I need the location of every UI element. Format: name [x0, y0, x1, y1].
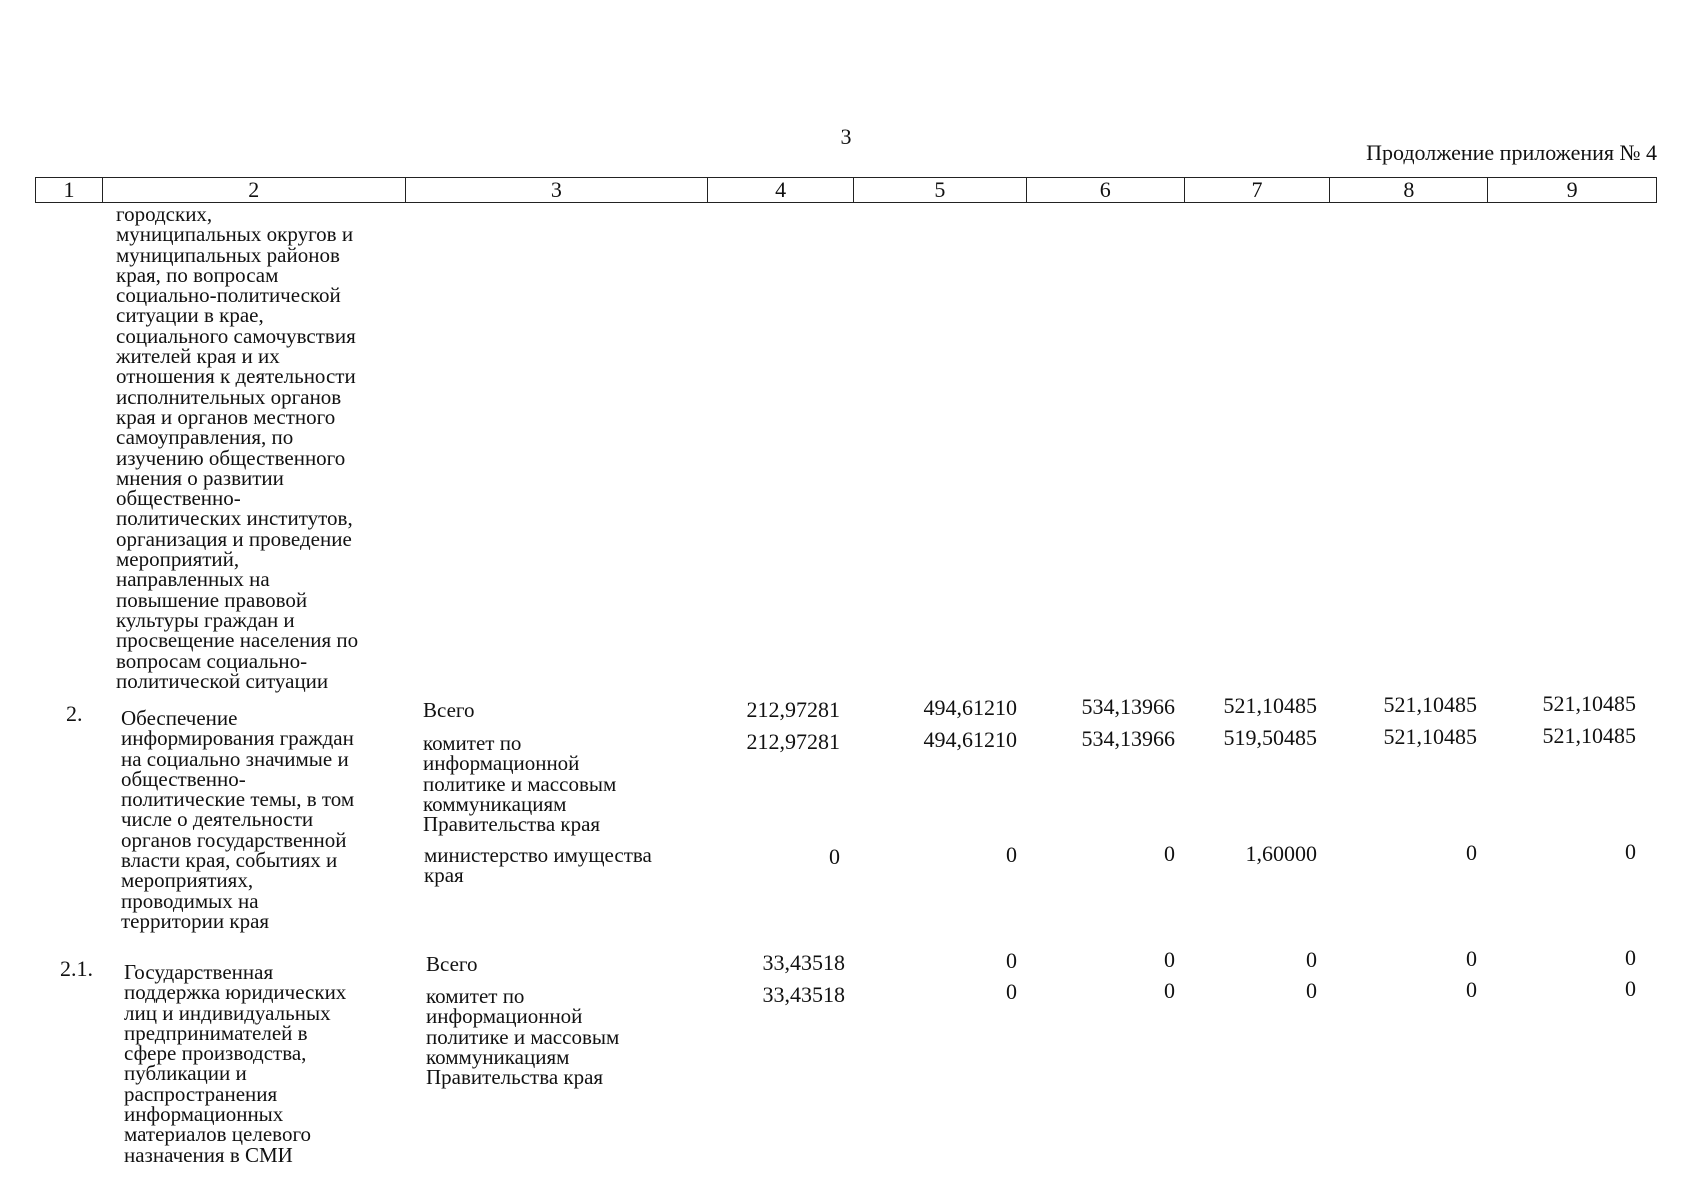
- value-cell: 521,10485: [1383, 724, 1477, 749]
- row-name: Обеспечение информирования граждан на социально значимые и общественно- политические темы, в том числе о деятельности органов государственной власти края, событиях и мероприятиях, проводимых на территории края: [121, 706, 355, 933]
- header-col-3: 3: [406, 178, 709, 202]
- header-col-6: 6: [1027, 178, 1185, 202]
- row-number: 2.1.: [60, 956, 93, 981]
- value-cell: 0: [1625, 839, 1636, 864]
- header-col-2: 2: [103, 178, 406, 202]
- source-label: комитет по информационной политике и массовым коммуникациям Правительства края: [426, 984, 620, 1090]
- value-cell: 0: [1466, 840, 1477, 865]
- source-label: министерство имущества края: [424, 843, 652, 888]
- value-cell: 521,10485: [1542, 723, 1636, 748]
- value-cell: 33,43518: [762, 950, 845, 975]
- value-cell: 0: [1164, 978, 1175, 1003]
- value-cell: 0: [829, 844, 840, 869]
- header-col-8: 8: [1330, 178, 1488, 202]
- value-cell: 0: [1164, 947, 1175, 972]
- header-col-9: 9: [1566, 177, 1578, 202]
- value-cell: 519,50485: [1223, 725, 1317, 750]
- continued-description: городских, муниципальных округов и муниципальных районов края, по вопросам социально-политической ситуации в крае, социального самочувствия жителей края и их отношения к деятельности исполнительных органов края и органов местного самоуправления, по изучению общественного мнения о развитии общественно- политических институтов, организация и проведение мероприятий, направленных на повышение правовой культуры граждан и просвещение населения по вопросам социально- политической ситуации: [116, 202, 359, 693]
- value-cell: 0: [1306, 947, 1317, 972]
- value-cell: 521,10485: [1383, 692, 1477, 717]
- value-cell: 212,97281: [746, 697, 840, 722]
- source-label: комитет по информационной политике и массовым коммуникациям Правительства края: [423, 731, 617, 837]
- header-col-5: 5: [854, 178, 1027, 202]
- value-cell: 0: [1625, 976, 1636, 1001]
- row-number: 2.: [66, 701, 83, 726]
- value-cell: 0: [1006, 842, 1017, 867]
- value-cell: 0: [1006, 948, 1017, 973]
- header-col-7: 7: [1185, 178, 1331, 202]
- table-header-row: [35, 177, 1657, 203]
- value-cell: 534,13966: [1081, 726, 1175, 751]
- source-label: Всего: [423, 698, 475, 722]
- value-cell: 0: [1466, 977, 1477, 1002]
- value-cell: 0: [1164, 841, 1175, 866]
- value-cell: 494,61210: [923, 727, 1017, 752]
- page-number: 3: [840, 124, 852, 149]
- value-cell: 0: [1006, 979, 1017, 1004]
- row-name: Государственная поддержка юридических лиц и индивидуальных предпринимателей в сфере производства, публикации и распространения информационных материалов целевого назначения в СМИ: [124, 960, 347, 1167]
- header-col-4: 4: [708, 178, 854, 202]
- value-cell: 0: [1625, 945, 1636, 970]
- value-cell: 534,13966: [1081, 694, 1175, 719]
- source-label: Всего: [426, 952, 478, 976]
- value-cell: 521,10485: [1542, 691, 1636, 716]
- value-cell: 0: [1306, 978, 1317, 1003]
- value-cell: 0: [1466, 946, 1477, 971]
- header-col-1: 1: [36, 178, 103, 202]
- value-cell: 212,97281: [746, 729, 840, 754]
- value-cell: 33,43518: [762, 982, 845, 1007]
- continuation-label: Продолжение приложения № 4: [1366, 140, 1657, 165]
- value-cell: 1,60000: [1245, 841, 1317, 866]
- value-cell: 521,10485: [1223, 693, 1317, 718]
- value-cell: 494,61210: [923, 695, 1017, 720]
